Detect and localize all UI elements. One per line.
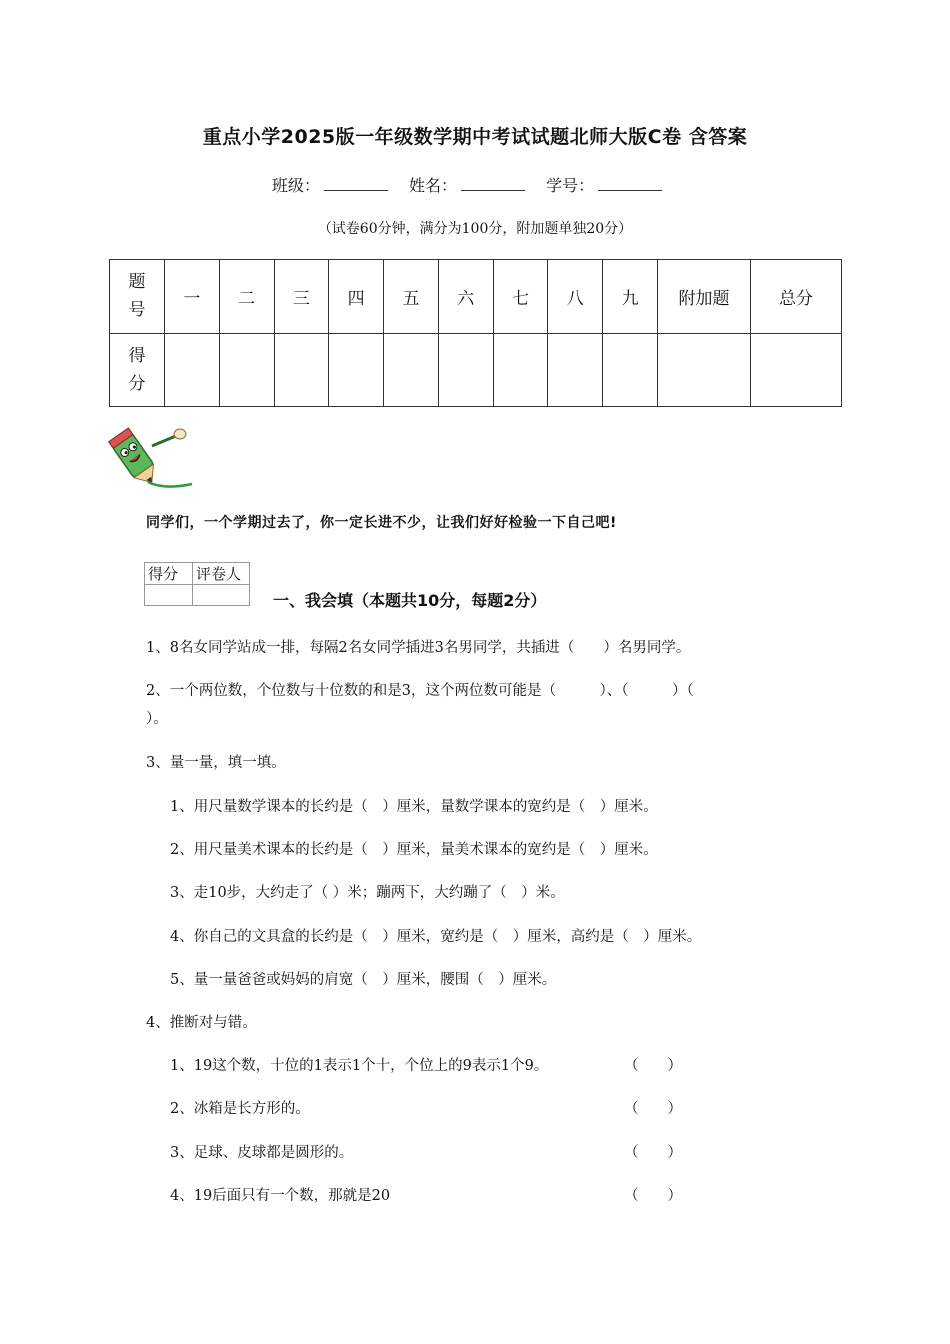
row-head-score: 得 分 [110, 333, 165, 407]
id-label: 学号： [546, 176, 595, 195]
judge-item: 1、19这个数，十位的1表示1个十，个位上的9表示1个9。 [170, 1058, 549, 1074]
score-cell[interactable] [548, 333, 603, 407]
judge-answer-paren[interactable]: （ ） [624, 1101, 682, 1117]
greeting-text: 同学们，一个学期过去了，你一定长进不少，让我们好好检验一下自己吧! [146, 515, 617, 531]
question-1: 1、8名女同学站成一排，每隔2名女同学插进3名男同学，共插进（ ）名男同学。 [146, 640, 691, 656]
question-2-continued: ）。 [146, 711, 168, 727]
col-6: 六 [438, 260, 493, 334]
question-3-item: 2、用尺量美术课本的长约是（ ）厘米，量美术课本的宽约是（ ）厘米。 [170, 842, 658, 858]
col-1: 一 [165, 260, 220, 334]
judge-item: 4、19后面只有一个数，那就是20 [170, 1188, 391, 1204]
col-4: 四 [329, 260, 384, 334]
question-4: 4、推断对与错。 [146, 1015, 257, 1031]
id-blank[interactable] [598, 176, 662, 191]
score-cell[interactable] [603, 333, 658, 407]
col-3: 三 [274, 260, 329, 334]
class-blank[interactable] [324, 176, 388, 191]
col-8: 八 [548, 260, 603, 334]
score-cell[interactable] [658, 333, 751, 407]
name-blank[interactable] [461, 176, 525, 191]
col-9: 九 [603, 260, 658, 334]
judge-item: 2、冰箱是长方形的。 [170, 1101, 310, 1117]
score-cell[interactable] [165, 333, 220, 407]
judge-answer-paren[interactable]: （ ） [624, 1058, 682, 1074]
class-label: 班级： [271, 176, 320, 195]
score-cell[interactable] [384, 333, 439, 407]
grader-name-cell[interactable] [193, 585, 250, 606]
question-3-item: 3、走10步，大约走了（ ）米；蹦两下，大约蹦了（ ）米。 [170, 885, 565, 901]
score-cell[interactable] [493, 333, 548, 407]
judge-answer-paren[interactable]: （ ） [624, 1145, 682, 1161]
grader-name-label: 评卷人 [193, 563, 250, 585]
score-cell[interactable] [219, 333, 274, 407]
col-2: 二 [219, 260, 274, 334]
col-bonus: 附加题 [658, 260, 751, 334]
grader-score-cell[interactable] [145, 585, 193, 606]
grader-score-label: 得分 [145, 563, 193, 585]
name-label: 姓名： [408, 176, 457, 195]
score-cell[interactable] [438, 333, 493, 407]
question-3-item: 5、量一量爸爸或妈妈的肩宽（ ）厘米，腰围（ ）厘米。 [170, 972, 557, 988]
question-3-item: 4、你自己的文具盒的长约是（ ）厘米，宽约是（ ）厘米，高约是（ ）厘米。 [170, 929, 702, 945]
col-7: 七 [493, 260, 548, 334]
page-title: 重点小学2025版一年级数学期中考试试题北师大版C卷 含答案 [202, 126, 748, 148]
score-cell[interactable] [329, 333, 384, 407]
row-head-question: 题 号 [110, 260, 165, 334]
grader-table [144, 562, 250, 606]
score-cell[interactable] [751, 333, 842, 407]
section-1-title: 一、我会填（本题共10分，每题2分） [273, 591, 547, 610]
score-table-header-row [110, 260, 842, 334]
col-5: 五 [384, 260, 439, 334]
student-info-line [0, 173, 950, 196]
score-cell[interactable] [274, 333, 329, 407]
col-total: 总分 [751, 260, 842, 334]
question-2: 2、一个两位数，个位数与十位数的和是3，这个两位数可能是（ ）、（ ）（ [146, 683, 694, 699]
judge-answer-paren[interactable]: （ ） [624, 1188, 682, 1204]
question-3: 3、量一量，填一填。 [146, 755, 286, 771]
exam-note: （试卷60分钟，满分为100分，附加题单独20分） [317, 221, 633, 237]
pencil-mascot-icon [104, 422, 194, 492]
question-3-item: 1、用尺量数学课本的长约是（ ）厘米，量数学课本的宽约是（ ）厘米。 [170, 799, 658, 815]
score-table-score-row [110, 333, 842, 407]
score-table [109, 259, 842, 407]
judge-item: 3、足球、皮球都是圆形的。 [170, 1145, 354, 1161]
